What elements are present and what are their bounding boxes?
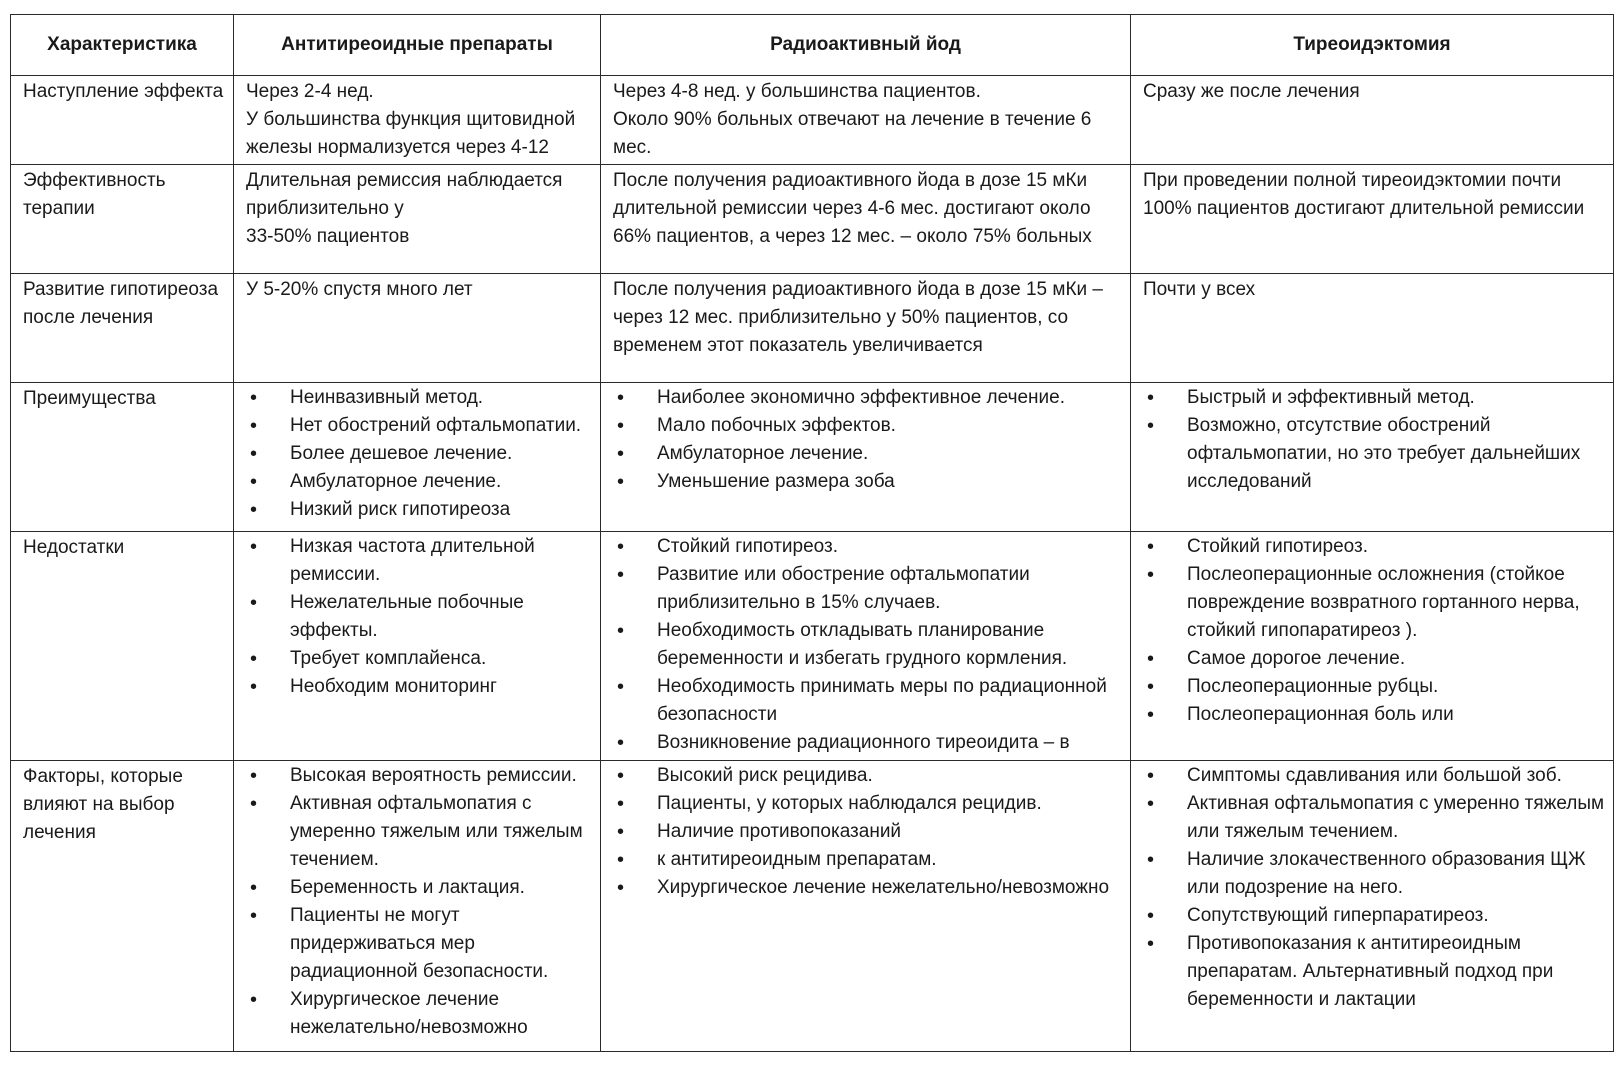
list-item: • Стойкий гипотиреоз.	[1143, 533, 1609, 561]
row-label-advantages: Преимущества	[11, 383, 234, 532]
cell-rai-hypothyroidism: После получения радиоактивного йода в дозе 15 мКи – через 12 мес. приблизительно у 50% пациентов, со временем этот показатель увеличивается	[601, 274, 1131, 383]
header-antithyroid-drugs: Антитиреоидные препараты	[234, 15, 601, 76]
list-item: • Уменьшение размера зоба	[613, 468, 1126, 496]
list-item: • Хирургическое лечение нежелательно/невозможно	[613, 874, 1126, 902]
list-item: • Послеоперационная боль или	[1143, 701, 1609, 729]
list-item: • Беременность и лактация.	[246, 874, 596, 902]
comparison-table	[10, 14, 1614, 1052]
list-item: • Самое дорогое лечение.	[1143, 645, 1609, 673]
list-item: • Хирургическое лечение нежелательно/невозможно	[246, 986, 596, 1042]
list-item: • Мало побочных эффектов.	[613, 412, 1126, 440]
row-label-disadvantages: Недостатки	[11, 532, 234, 761]
table-row	[11, 274, 1614, 383]
list-item: • Наиболее экономично эффективное лечение.	[613, 384, 1126, 412]
list-item: • Более дешевое лечение.	[246, 440, 596, 468]
bullet-list	[613, 383, 1126, 496]
cell-rai-efficacy: После получения радиоактивного йода в дозе 15 мКи длительной ремиссии через 4-6 мес. достигают около 66% пациентов, а через 12 мес. – около 75% больных	[601, 165, 1131, 274]
cell-rai-advantages	[601, 383, 1131, 532]
header-radioactive-iodine: Радиоактивный йод	[601, 15, 1131, 76]
header-row	[11, 15, 1614, 76]
list-item: • Развитие или обострение офтальмопатии приблизительно в 15% случаев.	[613, 561, 1126, 617]
cell-surgery-advantages	[1131, 383, 1614, 532]
cell-surgery-hypothyroidism: Почти у всех	[1131, 274, 1614, 383]
list-item: • Необходимость принимать меры по радиационной безопасности	[613, 673, 1126, 729]
row-label-onset: Наступление эффекта	[11, 76, 234, 165]
table-row	[11, 76, 1614, 165]
list-item: • Активная офтальмопатия с умеренно тяжелым или тяжелым течением.	[246, 790, 596, 874]
list-item: • Необходимость откладывать планирование беременности и избегать грудного кормления.	[613, 617, 1126, 673]
header-thyroidectomy: Тиреоидэктомия	[1131, 15, 1614, 76]
list-item: • Наличие злокачественного образования ЩЖ или подозрение на него.	[1143, 846, 1609, 902]
list-item: • Неинвазивный метод.	[246, 384, 596, 412]
cell-atd-advantages	[234, 383, 601, 532]
cell-surgery-disadvantages	[1131, 532, 1614, 761]
list-item: • Амбулаторное лечение.	[246, 468, 596, 496]
cell-rai-factors	[601, 761, 1131, 1052]
table-row	[11, 761, 1614, 1052]
list-item: • Требует комплайенса.	[246, 645, 596, 673]
list-item: • к антитиреоидным препаратам.	[613, 846, 1126, 874]
list-item: • Необходим мониторинг	[246, 673, 596, 701]
list-item: • Нежелательные побочные эффекты.	[246, 589, 596, 645]
list-item: • Сопутствующий гиперпаратиреоз.	[1143, 902, 1609, 930]
cell-rai-onset: Через 4-8 нед. у большинства пациентов. Около 90% больных отвечают на лечение в течение 6 мес.	[601, 76, 1131, 165]
list-item: • Послеоперационные осложнения (стойкое повреждение возвратного гортанного нерва, стойкий гипопаратиреоз ).	[1143, 561, 1609, 645]
list-item: • Пациенты, у которых наблюдался рецидив.	[613, 790, 1126, 818]
list-item: • Возникновение радиационного тиреоидита – в	[613, 729, 1126, 757]
row-label-factors: Факторы, которые влияют на выбор лечения	[11, 761, 234, 1052]
list-item: • Низкая частота длительной ремиссии.	[246, 533, 596, 589]
list-item: • Наличие противопоказаний	[613, 818, 1126, 846]
cell-surgery-onset: Сразу же после лечения	[1131, 76, 1614, 165]
list-item: • Амбулаторное лечение.	[613, 440, 1126, 468]
bullet-list	[1143, 761, 1609, 1014]
bullet-list	[613, 532, 1126, 757]
cell-surgery-factors	[1131, 761, 1614, 1052]
list-item: • Активная офтальмопатия с умеренно тяжелым или тяжелым течением.	[1143, 790, 1609, 846]
list-item: • Послеоперационные рубцы.	[1143, 673, 1609, 701]
cell-atd-hypothyroidism: У 5-20% спустя много лет	[234, 274, 601, 383]
list-item: • Низкий риск гипотиреоза	[246, 496, 596, 524]
table-row	[11, 383, 1614, 532]
cell-surgery-efficacy: При проведении полной тиреоидэктомии почти 100% пациентов достигают длительной ремиссии	[1131, 165, 1614, 274]
cell-atd-efficacy: Длительная ремиссия наблюдается приблизительно у 33-50% пациентов	[234, 165, 601, 274]
list-item: • Нет обострений офтальмопатии.	[246, 412, 596, 440]
row-label-hypothyroidism: Развитие гипотиреоза после лечения	[11, 274, 234, 383]
bullet-list	[246, 383, 596, 524]
bullet-list	[246, 761, 596, 1042]
cell-atd-disadvantages	[234, 532, 601, 761]
list-item: • Быстрый и эффективный метод.	[1143, 384, 1609, 412]
cell-atd-factors	[234, 761, 601, 1052]
list-item: • Стойкий гипотиреоз.	[613, 533, 1126, 561]
list-item: • Пациенты не могут придерживаться мер радиационной безопасности.	[246, 902, 596, 986]
list-item: • Противопоказания к антитиреоидным препаратам. Альтернативный подход при беременности и лактации	[1143, 930, 1609, 1014]
list-item: • Возможно, отсутствие обострений офтальмопатии, но это требует дальнейших исследований	[1143, 412, 1609, 496]
row-label-efficacy: Эффективность терапии	[11, 165, 234, 274]
bullet-list	[246, 532, 596, 701]
list-item: • Высокая вероятность ремиссии.	[246, 762, 596, 790]
bullet-list	[1143, 532, 1609, 729]
list-item: • Симптомы сдавливания или большой зоб.	[1143, 762, 1609, 790]
cell-atd-onset: Через 2-4 нед. У большинства функция щитовидной железы нормализуется через 4-12	[234, 76, 601, 165]
table-row	[11, 532, 1614, 761]
bullet-list	[613, 761, 1126, 902]
bullet-list	[1143, 383, 1609, 496]
table-row	[11, 165, 1614, 274]
header-characteristic: Характеристика	[11, 15, 234, 76]
cell-rai-disadvantages	[601, 532, 1131, 761]
list-item: • Высокий риск рецидива.	[613, 762, 1126, 790]
